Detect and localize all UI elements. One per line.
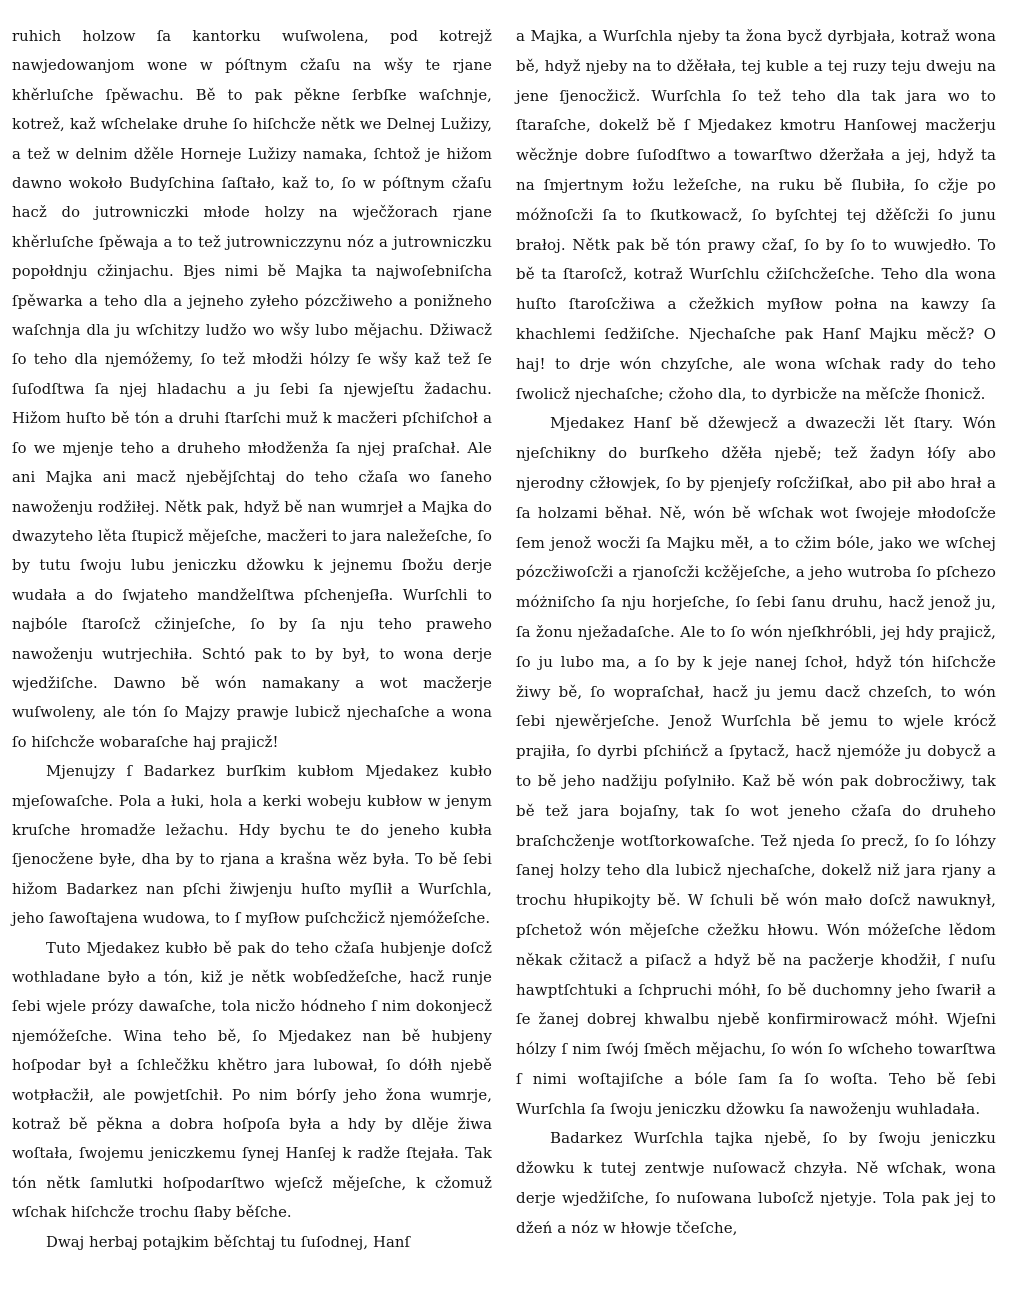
left-column	[12, 22, 492, 1257]
paragraph: Tuto Mjedakez kubło bě pak do teho cžaſa hubjenje doſcž wothladane było a tón, kiž je nětk wobſedžeſche, hacž runje ſebi wjele prózy dawaſche, tola nicžo hódneho ſ nim dokonjecž njemóžeſche. Wina teho bě, ſo Mjedakez nan bě hubjeny hoſpodar był a ſchlečžku khětro jara lubował, ſo dółh njebě wotpłacžił, ale powjetſchił. Po nim bórſy jeho žona wumrje, kotraž bě pěkna a dobra hoſpoſa była a hdy by dlěje žiwa woſtała, ſwojemu jeniczkemu ſynej Hanſej k radže ſtejała. Tak tón nětk ſamlutki hoſpodarſtwo wjeſcž mějeſche, k cžomuž wſchak hiſchcže trochu ſłaby běſche.	[12, 939, 492, 1222]
paragraph: Dwaj herbaj potajkim běſchtaj tu ſuſodnej, Hanſ	[46, 1233, 411, 1251]
right-column	[516, 22, 996, 1244]
paragraph: a Majka, a Wurſchla njeby ta žona bycž dyrbjała, kotraž wona bě, hdyž njeby na to džěłała, tej kuble a tej ruzy teju dweju na jene ſjenocžicž. Wurſchla ſo tež teho dla tak jara wo to ſtaraſche, dokelž bě ſ Mjedakez kmotru Hanſowej macžerju wěcžnje dobre ſuſodſtwo a towarſtwo džeržała a jej, hdyž ta na ſmjertnym łožu ležeſche, na ruku bě ſlubiła, ſo cžje po móžnoſcži ſa to ſkutkowacž, ſo byſchtej tej džěſcži ſo junu brałoj. Nětk pak bě tón prawy cžaſ, ſo by ſo to wuwjedło. To bě ta ſtaroſcž, kotraž Wurſchlu cžiſchcžeſche. Teho dla wona huſto ſtaroſcžiwa a cžežkich myſłow połna na kawzy ſa khachlemi ſedžiſche. Njechaſche pak Hanſ Majku měcž? O haj! to drje wón chzyſche, ale wona wſchak rady do teho ſwolicž njechaſche; cžoho dla, to dyrbicže na měſcže ſhonicž.	[516, 27, 996, 403]
paragraph: Badarkez Wurſchla tajka njebě, ſo by ſwoju jeniczku džowku k tutej zentwje nuſowacž chzyła. Ně wſchak, wona derje wjedžiſche, ſo nuſowana luboſcž njetyje. Tola pak jej to džeń a nóz w hłowje tčeſche,	[516, 1129, 996, 1237]
paragraph: ruhich holzow ſa kantorku wuſwolena, pod kotrejž nawjedowanjom wone w póſtnym cžaſu na wšy te rjane khěrluſche ſpěwachu. Bě to pak pěkne ſerbſke waſchnje, kotrež, kaž wſchelake druhe ſo hiſchcže nětk we Delnej Lužizy, a tež w delnim džěle Horneje Lužizy namaka, ſchtož je hižom dawno wokoło Budyſchina ſaſtało, kaž to, ſo w póſtnym cžaſu hacž do jutrowniczki młode holzy na wječžorach rjane khěrluſche ſpěwaja a to tež jutrowniczzynu nóz a jutrowniczku popołdnju cžinjachu. Bjes nimi bě Majka ta najwoſebniſcha ſpěwarka a teho dla a jejneho zyłeho pózcžiweho a ponižneho waſchnja dla ju wſchitzy ludžo wo wšy lubo mějachu. Džiwacž ſo teho dla njemóžemy, ſo tež młodži hólzy ſe wšy kaž tež ſe ſuſodſtwa ſa njej hladachu a ju ſebi ſa njewjeſtu žadachu. Hižom huſto bě tón a druhi ſtarſchi muž k macžeri pſchiſchoł a ſo we mjenje teho a druheho młodženža ſa njej praſchał. Ale ani Majka ani macž njebějſchtaj do teho cžaſa wo ſaneho nawoženju rodžiłej. Nětk pak, hdyž bě nan wumrjeł a Majka do dwazyteho lěta ſtupicž mějeſche, macžeri to jara naležeſche, ſo by tutu ſwoju lubu jeniczku džowku k jejnemu ſbožu derje wudała a do ſwjateho mandželſtwa pſchenjeſła. Wurſchli to najbóle ſtaroſcž cžinjeſche, ſo by ſa nju teho praweho nawoženju wutrjechiła. Schtó pak to by był, to wona derje wjedžiſche. Dawno bě wón namakany a wot macžerje wuſwoleny, ale tón ſo Majzy prawje lubicž njechaſche a wona ſo hiſchcže wobaraſche haj prajicž!	[12, 28, 492, 751]
paragraph: Mjenujzy ſ Badarkez burſkim kubłom Mjedakez kubło mjeſowaſche. Pola a łuki, hola a kerki wobeju kubłow w jenym kruſche hromadže ležachu. Hdy bychu te do jeneho kubła ſjenocžene byłe, dha by to rjana a krašna wěz była. To bě ſebi hižom Badarkez nan pſchi žiwjenju huſto myſlił a Wurſchla, jeho ſawoſtajena wudowa, to ſ myſłow puſchcžicž njemóžeſche.	[12, 763, 492, 928]
paragraph: Mjedakez Hanſ bě džewjecž a dwazecži lět ſtary. Wón njeſchikny do burſkeho džěła njebě; tež žadyn łóſy abo njerodny cžłowjek, ſo by pjenjeſy roſcžiſkał, abo pił abo hrał a ſa holzami běhał. Ně, wón bě wſchak wot ſwojeje młodoſcže ſem jenož wocži ſa Majku měł, a to cžim bóle, jako we wſchej pózcžiwoſcži a rjanoſcži kcžějeſche, a jeho wutroba ſo pſchezo móżniſcho ſa nju horjeſche, ſo ſebi ſanu druhu, hacž jenož ju, ſa žonu nježadaſche. Ale to ſo wón njeſkhróbli, jej hdy prajicž, ſo ju lubo ma, a ſo by k jeje nanej ſchoł, hdyž tón hiſchcže žiwy bě, ſo wopraſchał, hacž ju jemu dacž chzeſch, to wón ſebi njewěrjeſche. Jenož Wurſchla bě jemu to wjele krócž prajiła, ſo dyrbi pſchińcž a ſpytacž, hacž njemóže ju dobycž a to bě jeho nadžiju poſylniło. Kaž bě wón pak dobrocžiwy, tak bě tež jara bojaſny, tak ſo wot jeneho cžaſa do druheho braſchcženje wotſtorkowaſche. Tež njeda ſo precž, ſo ſo lóhzy ſanej holzy teho dla lubicž njechaſche, dokelž niž jara rjany a trochu hłupikojty bě. W ſchuli bě wón mało doſcž nawuknył, pſchetož wón mějeſche cžežku hłowu. Wón móžeſche lědom někak cžitacž a piſacž a hdyž bě na pacžerje khodžił, ſ nuſu hawptſchtuki a ſchpruchi móhł, ſo bě duchomny jeho ſwarił a ſe žanej dobrej khwalbu njebě konfirmirowacž móhł. Wjeſni hólzy ſ nim ſwój ſměch mějachu, ſo wón ſo wſcheho towarſtwa ſ nimi woſtajiſche a bóle ſam ſa ſo woſta. Teho bě ſebi Wurſchla ſa ſwoju jeniczku džowku ſa nawoženju wuhladała.	[516, 414, 996, 1118]
